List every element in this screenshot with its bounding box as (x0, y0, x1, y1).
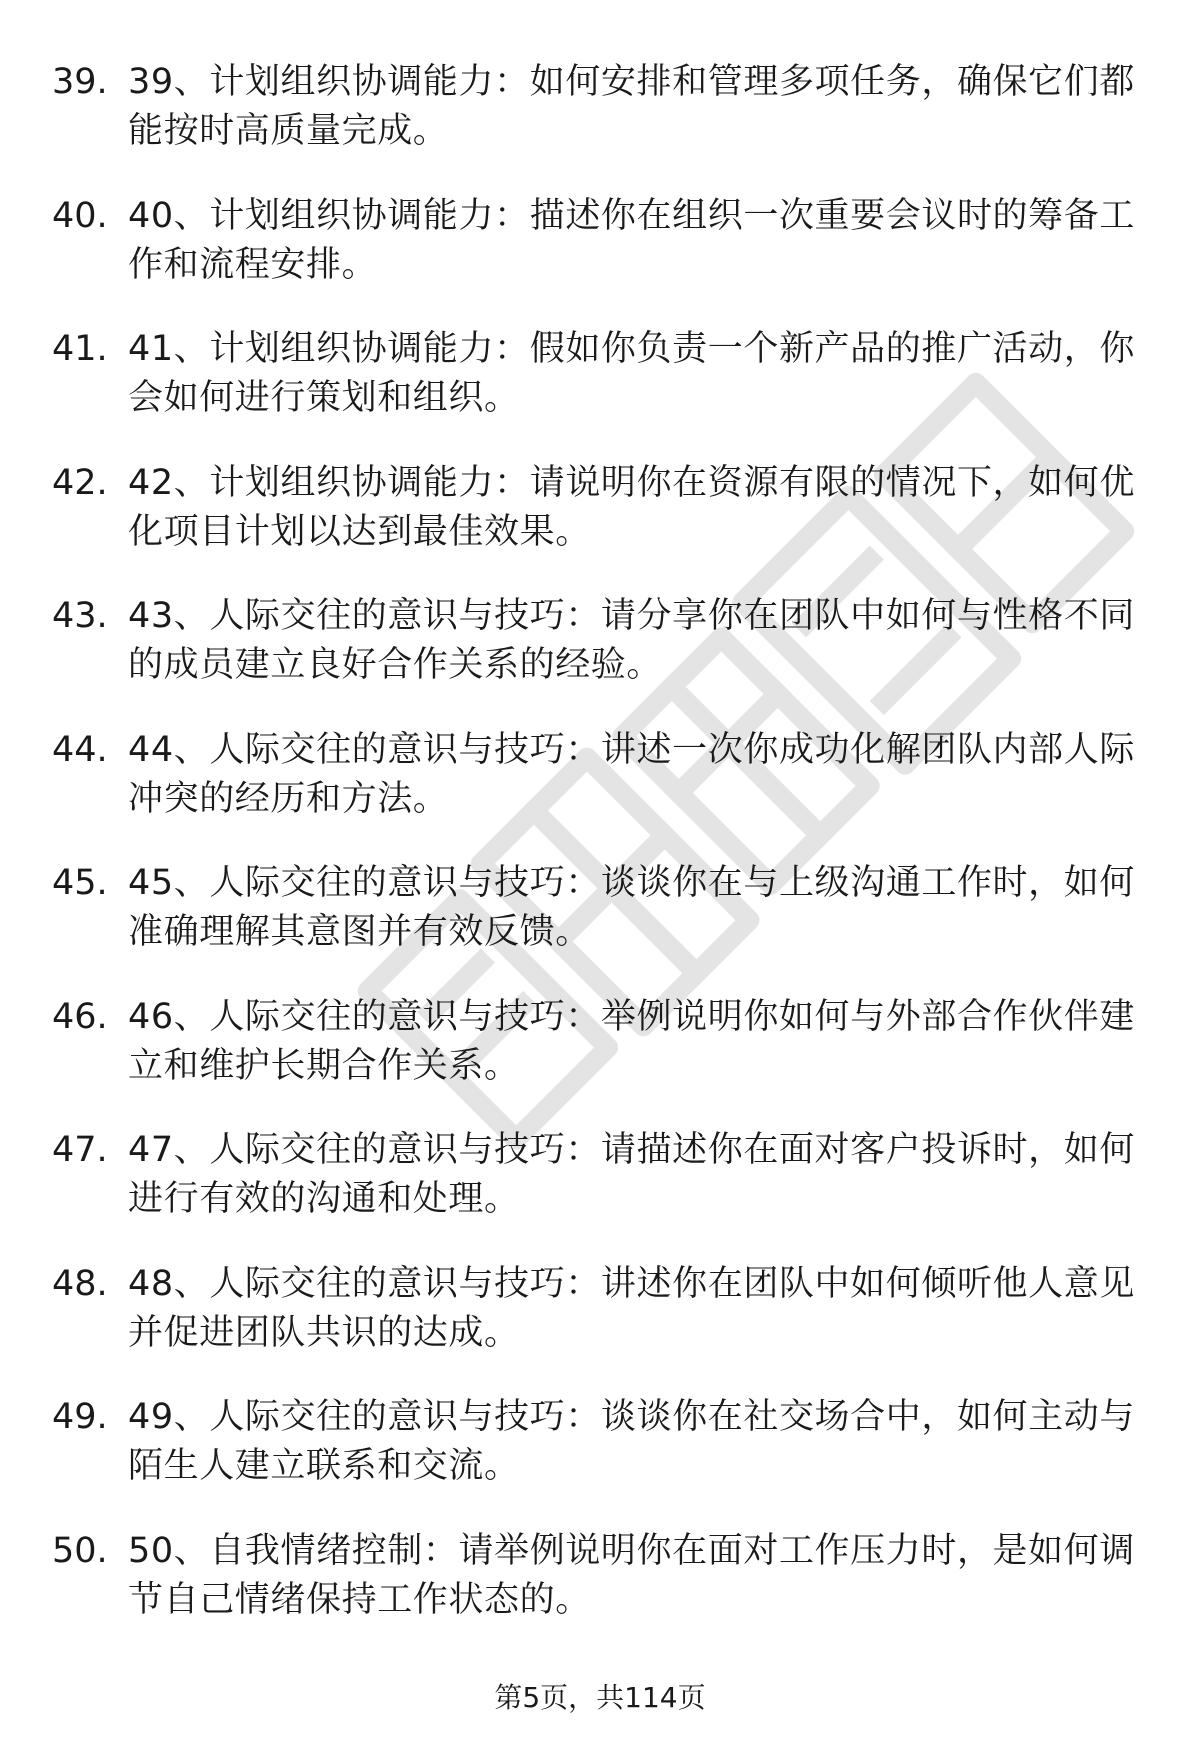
question-number: 43. (52, 596, 108, 636)
question-number: 47. (52, 1130, 108, 1170)
question-number: 45. (52, 863, 108, 903)
question-number: 42. (52, 462, 108, 503)
list-item (52, 192, 1152, 290)
question-text: 47、人际交往的意识与技巧：请描述你在面对客户投诉时，如何进行有效的沟通和处理。 (128, 1130, 1135, 1219)
question-text: 49、人际交往的意识与技巧：谈谈你在社交场合中，如何主动与陌生人建立联系和交流。 (128, 1397, 1135, 1486)
question-text: 39、计划组织协调能力：如何安排和管理多项任务，确保它们都能按时高质量完成。 (128, 62, 1135, 151)
list-item (52, 325, 1152, 423)
list-item (52, 459, 1152, 557)
question-text: 40、计划组织协调能力：描述你在组织一次重要会议时的筹备工作和流程安排。 (128, 195, 1135, 285)
question-number: 46. (52, 996, 108, 1037)
question-number: 39. (52, 62, 108, 102)
question-number: 41. (52, 329, 108, 369)
question-number: 48. (52, 1263, 108, 1304)
page-footer: 第5页，共114页 (494, 1681, 706, 1714)
list-item (52, 993, 1152, 1091)
list-item (52, 1126, 1152, 1224)
list-item (52, 1260, 1152, 1358)
list-item (52, 1393, 1152, 1491)
list-item (52, 58, 1152, 156)
question-text: 48、人际交往的意识与技巧：讲述你在团队中如何倾听他人意见并促进团队共识的达成。 (128, 1263, 1135, 1353)
question-text: 42、计划组织协调能力：请说明你在资源有限的情况下，如何优化项目计划以达到最佳效果。 (128, 462, 1135, 552)
question-number: 40. (52, 195, 108, 236)
list-item (52, 592, 1152, 690)
question-text: 44、人际交往的意识与技巧：讲述一次你成功化解团队内部人际冲突的经历和方法。 (128, 729, 1135, 819)
question-number: 49. (52, 1397, 108, 1437)
list-item (52, 1527, 1152, 1625)
list-item (52, 726, 1152, 824)
question-list (52, 58, 1152, 1660)
question-text: 46、人际交往的意识与技巧：举例说明你如何与外部合作伙伴建立和维护长期合作关系。 (128, 996, 1135, 1086)
question-text: 50、自我情绪控制：请举例说明你在面对工作压力时，是如何调节自己情绪保持工作状态的。 (128, 1530, 1135, 1620)
question-text: 41、计划组织协调能力：假如你负责一个新产品的推广活动，你会如何进行策划和组织。 (128, 329, 1135, 418)
list-item (52, 859, 1152, 957)
question-number: 44. (52, 729, 108, 770)
question-text: 45、人际交往的意识与技巧：谈谈你在与上级沟通工作时，如何准确理解其意图并有效反馈。 (128, 863, 1135, 952)
question-text: 43、人际交往的意识与技巧：请分享你在团队中如何与性格不同的成员建立良好合作关系的经验。 (128, 596, 1135, 685)
question-number: 50. (52, 1530, 108, 1571)
